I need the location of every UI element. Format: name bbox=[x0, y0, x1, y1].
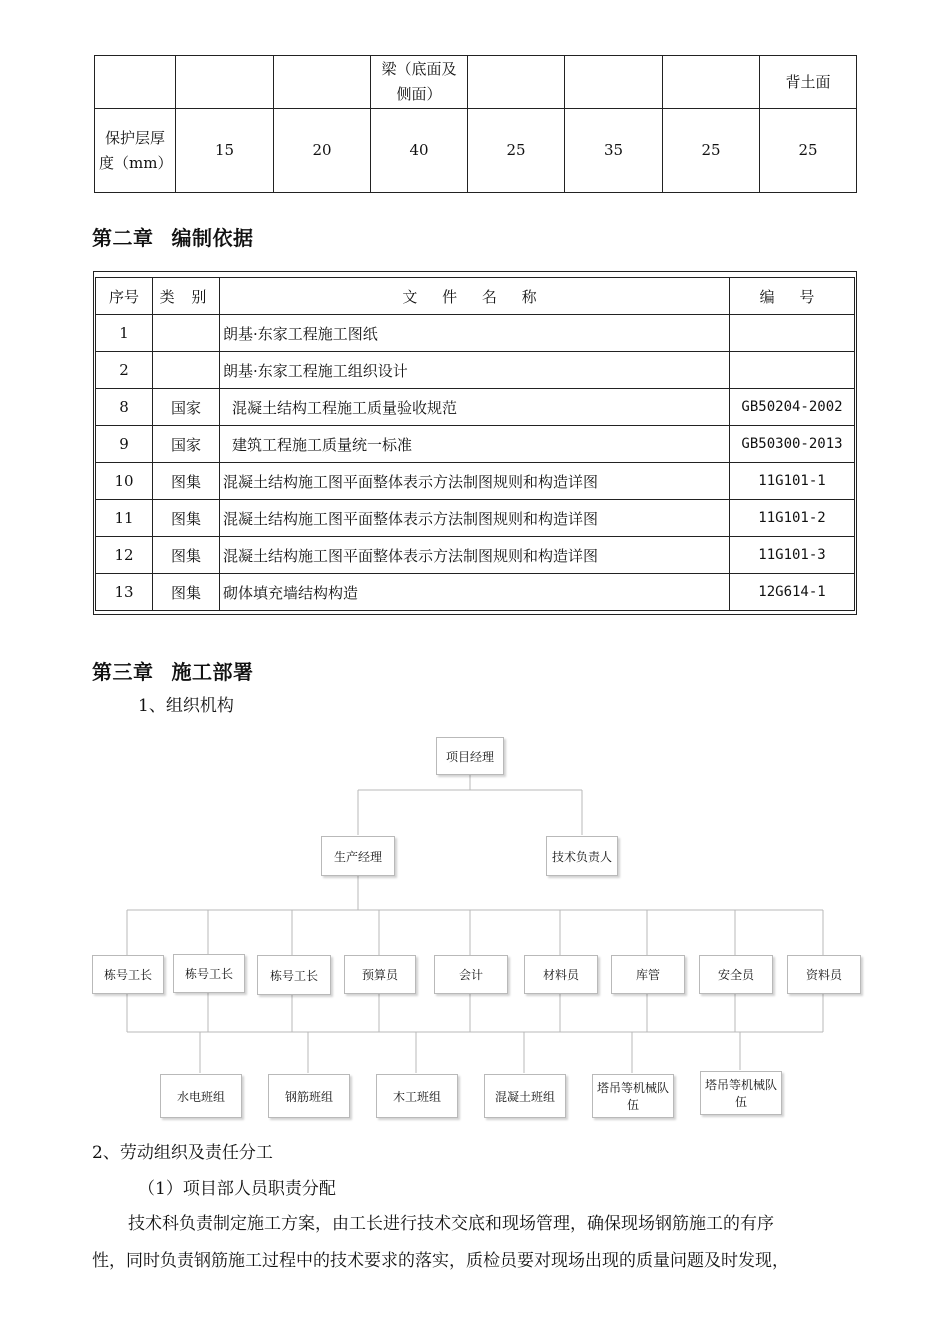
cell-category: 图集 bbox=[153, 463, 220, 500]
cell-no: 9 bbox=[95, 426, 153, 463]
cell-category: 国家 bbox=[153, 389, 220, 426]
cell-no: 13 bbox=[95, 574, 153, 611]
cell-name: 混凝土结构工程施工质量验收规范 bbox=[220, 389, 730, 426]
org-node-team: 木工班组 bbox=[376, 1074, 458, 1118]
cell-category: 国家 bbox=[153, 426, 220, 463]
cell-no: 8 bbox=[95, 389, 153, 426]
org-node-team: 塔吊等机械队伍 bbox=[700, 1071, 782, 1115]
org-node-project-manager: 项目经理 bbox=[436, 737, 504, 775]
cell-category: 图集 bbox=[153, 574, 220, 611]
cell-code: 12G614-1 bbox=[730, 574, 855, 611]
cell-name: 朗基·东家工程施工图纸 bbox=[220, 315, 730, 352]
paragraph-line: 性，同时负责钢筋施工过程中的技术要求的落实，质检员要对现场出现的质量问题及时发现， bbox=[92, 1251, 789, 1271]
cell-no: 2 bbox=[95, 352, 153, 389]
org-node-materials: 材料员 bbox=[524, 955, 598, 994]
cell-code: 11G101-2 bbox=[730, 500, 855, 537]
cell-no: 12 bbox=[95, 537, 153, 574]
cell-name: 建筑工程施工质量统一标准 bbox=[220, 426, 730, 463]
cell-no: 1 bbox=[95, 315, 153, 352]
section-heading: 2、劳动组织及责任分工 bbox=[92, 1143, 273, 1163]
cell-name: 砌体填充墙结构构造 bbox=[220, 574, 730, 611]
org-node-accountant: 会计 bbox=[434, 955, 508, 994]
table-cell: 25 bbox=[468, 109, 565, 193]
cell-no: 11 bbox=[95, 500, 153, 537]
header-cell: 编 号 bbox=[730, 277, 855, 315]
header-cell: 文 件 名 称 bbox=[220, 277, 730, 315]
org-node-foreman: 栋号工长 bbox=[257, 955, 331, 995]
cell-category: 图集 bbox=[153, 500, 220, 537]
subsection-heading: （1）项目部人员职责分配 bbox=[138, 1179, 336, 1199]
chapter-number: 第三章 bbox=[92, 660, 154, 684]
org-node-budgeter: 预算员 bbox=[344, 955, 416, 994]
cell-code: 11G101-3 bbox=[730, 537, 855, 574]
header-cell: 类 别 bbox=[153, 277, 220, 315]
org-node-team: 塔吊等机械队伍 bbox=[592, 1074, 674, 1118]
cell-category: 图集 bbox=[153, 537, 220, 574]
paragraph-line: 技术科负责制定施工方案，由工长进行技术交底和现场管理，确保现场钢筋施工的有序 bbox=[128, 1214, 774, 1234]
chapter-number: 第二章 bbox=[92, 226, 154, 250]
org-node-team: 混凝土班组 bbox=[484, 1074, 566, 1118]
chapter-title: 施工部署 bbox=[171, 660, 254, 684]
org-node-technical-lead: 技术负责人 bbox=[546, 836, 618, 876]
header-cell: 序号 bbox=[95, 277, 153, 315]
org-node-team: 水电班组 bbox=[160, 1074, 242, 1118]
table-cell: 15 bbox=[176, 109, 274, 193]
org-node-documents: 资料员 bbox=[787, 955, 861, 994]
org-node-warehouse: 库管 bbox=[611, 955, 685, 994]
cell-name: 朗基·东家工程施工组织设计 bbox=[220, 352, 730, 389]
table-cell: 40 bbox=[371, 109, 468, 193]
section-heading: 1、组织机构 bbox=[138, 696, 234, 716]
table-cell: 25 bbox=[663, 109, 760, 193]
table-cell: 梁（底面及侧面） bbox=[371, 56, 468, 109]
cell-code: GB50300-2013 bbox=[730, 426, 855, 463]
org-node-foreman: 栋号工长 bbox=[92, 955, 164, 994]
cell-code: GB50204-2002 bbox=[730, 389, 855, 426]
table-cell: 20 bbox=[274, 109, 371, 193]
org-node-safety: 安全员 bbox=[699, 955, 773, 994]
cell-name: 混凝土结构施工图平面整体表示方法制图规则和构造详图 bbox=[220, 463, 730, 500]
org-node-team: 钢筋班组 bbox=[268, 1074, 350, 1118]
table-cell: 35 bbox=[565, 109, 663, 193]
row-label: 保护层厚度（mm） bbox=[95, 109, 176, 193]
org-node-foreman: 栋号工长 bbox=[173, 954, 245, 993]
org-node-production-manager: 生产经理 bbox=[321, 836, 395, 876]
table-cell: 背土面 bbox=[760, 56, 857, 109]
chapter-title: 编制依据 bbox=[171, 226, 254, 250]
cell-name: 混凝土结构施工图平面整体表示方法制图规则和构造详图 bbox=[220, 500, 730, 537]
cell-no: 10 bbox=[95, 463, 153, 500]
cell-name: 混凝土结构施工图平面整体表示方法制图规则和构造详图 bbox=[220, 537, 730, 574]
table-cell: 25 bbox=[760, 109, 857, 193]
cell-code: 11G101-1 bbox=[730, 463, 855, 500]
